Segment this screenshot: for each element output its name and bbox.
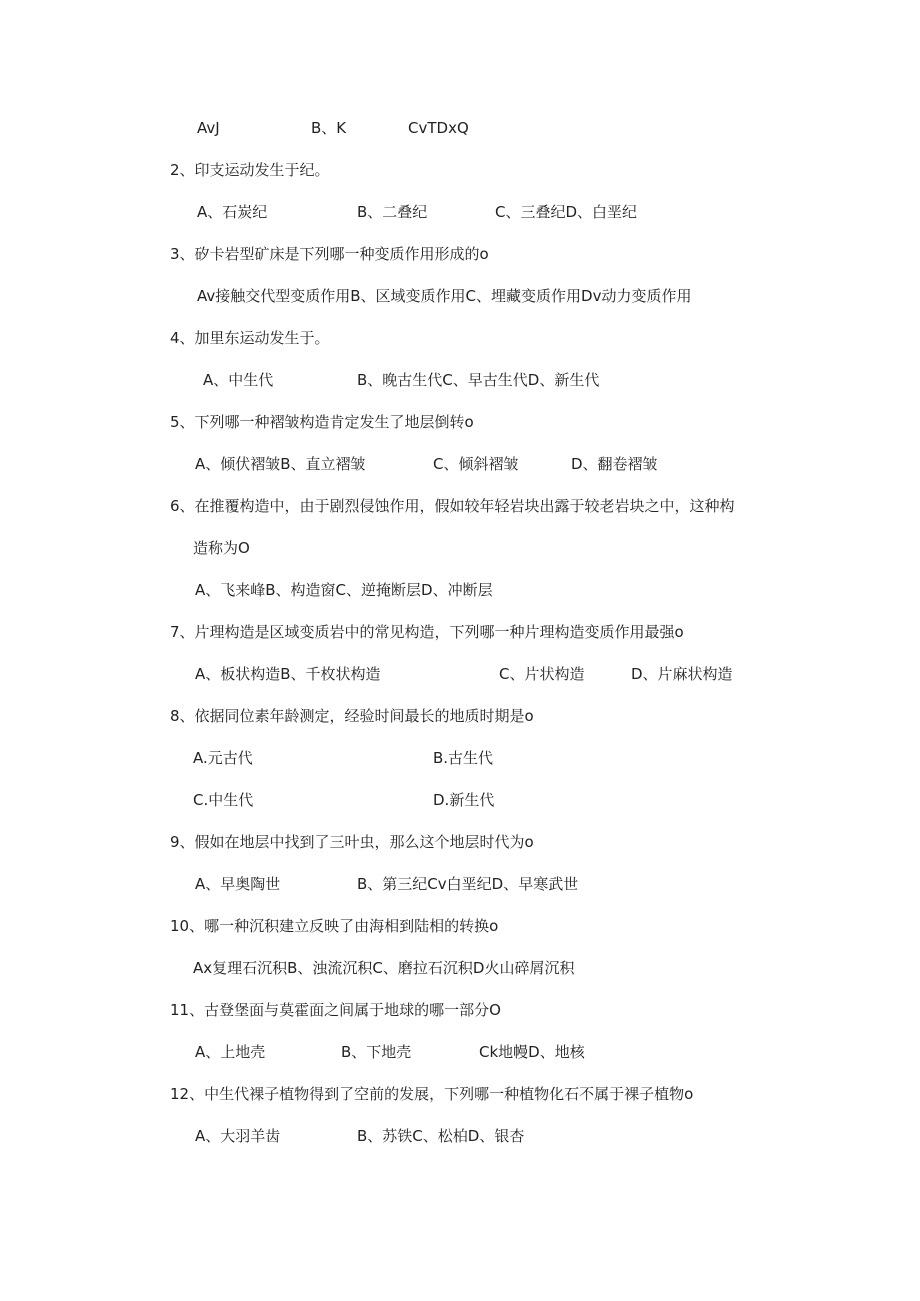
option-bcd: B、晚古生代C、早古生代D、新生代 <box>357 371 600 389</box>
question-6-text: 6、在推覆构造中，由于剧烈侵蚀作用，假如较年轻岩块出露于较老岩块之中，这种构 <box>170 497 735 515</box>
option-abcd: Av接触交代型变质作用B、区域变质作用C、埋藏变质作用Dv动力变质作用 <box>197 287 692 305</box>
option-bcd: B、苏铁C、松柏D、银杏 <box>357 1127 525 1145</box>
question-9-text: 9、假如在地层中找到了三叶虫，那么这个地层时代为o <box>170 833 534 851</box>
question-12-text: 12、中生代裸子植物得到了空前的发展，下列哪一种植物化石不属于裸子植物o <box>170 1085 694 1103</box>
question-5-text: 5、下列哪一种褶皱构造肯定发生了地层倒转o <box>170 413 474 431</box>
option-c: C、倾斜褶皱 <box>433 455 519 473</box>
option-cd: Ck地幔D、地核 <box>479 1043 585 1061</box>
option-c: CvTDxQ <box>408 119 469 137</box>
option-a: A、早奥陶世 <box>195 875 281 893</box>
option-d: D、翻卷褶皱 <box>571 455 658 473</box>
option-cd: C、三叠纪D、白垩纪 <box>495 203 638 221</box>
question-8-text: 8、依据同位素年龄测定，经验时间最长的地质时期是o <box>170 707 534 725</box>
option-a: AvJ <box>197 119 220 137</box>
option-c: C、片状构造 <box>499 665 585 683</box>
option-a: A、大羽羊齿 <box>195 1127 281 1145</box>
question-4-text: 4、加里东运动发生于。 <box>170 329 330 347</box>
option-bcd: B、第三纪Cv白垩纪D、早寒武世 <box>357 875 579 893</box>
question-11-text: 11、古登堡面与莫霍面之间属于地球的哪一部分O <box>170 1001 501 1019</box>
question-2-text: 2、印支运动发生于纪。 <box>170 161 330 179</box>
question-3-text: 3、矽卡岩型矿床是下列哪一种变质作用形成的o <box>170 245 489 263</box>
question-10-text: 10、哪一种沉积建立反映了由海相到陆相的转换o <box>170 917 499 935</box>
question-7-text: 7、片理构造是区域变质岩中的常见构造，下列哪一种片理构造变质作用最强o <box>170 623 684 641</box>
option-ab: A、板状构造B、千枚状构造 <box>195 665 381 683</box>
option-b: B、K <box>311 119 347 137</box>
question-6-text-continued: 造称为O <box>193 539 250 557</box>
option-b: B.古生代 <box>433 749 494 767</box>
option-abcd: A、飞来峰B、构造窗C、逆掩断层D、冲断层 <box>195 581 493 599</box>
option-d: D、片麻状构造 <box>631 665 733 683</box>
option-b: B、下地壳 <box>341 1043 412 1061</box>
option-d: D.新生代 <box>433 791 495 809</box>
option-a: A、上地壳 <box>195 1043 266 1061</box>
option-c: C.中生代 <box>193 791 254 809</box>
option-b: B、二叠纪 <box>357 203 428 221</box>
option-abcd: Ax复理石沉积B、浊流沉积C、磨拉石沉积D火山碎屑沉积 <box>193 959 575 977</box>
option-a: A、石炭纪 <box>197 203 268 221</box>
option-a: A、中生代 <box>203 371 274 389</box>
option-a: A.元古代 <box>193 749 253 767</box>
option-ab: A、倾伏褶皱B、直立褶皱 <box>195 455 366 473</box>
